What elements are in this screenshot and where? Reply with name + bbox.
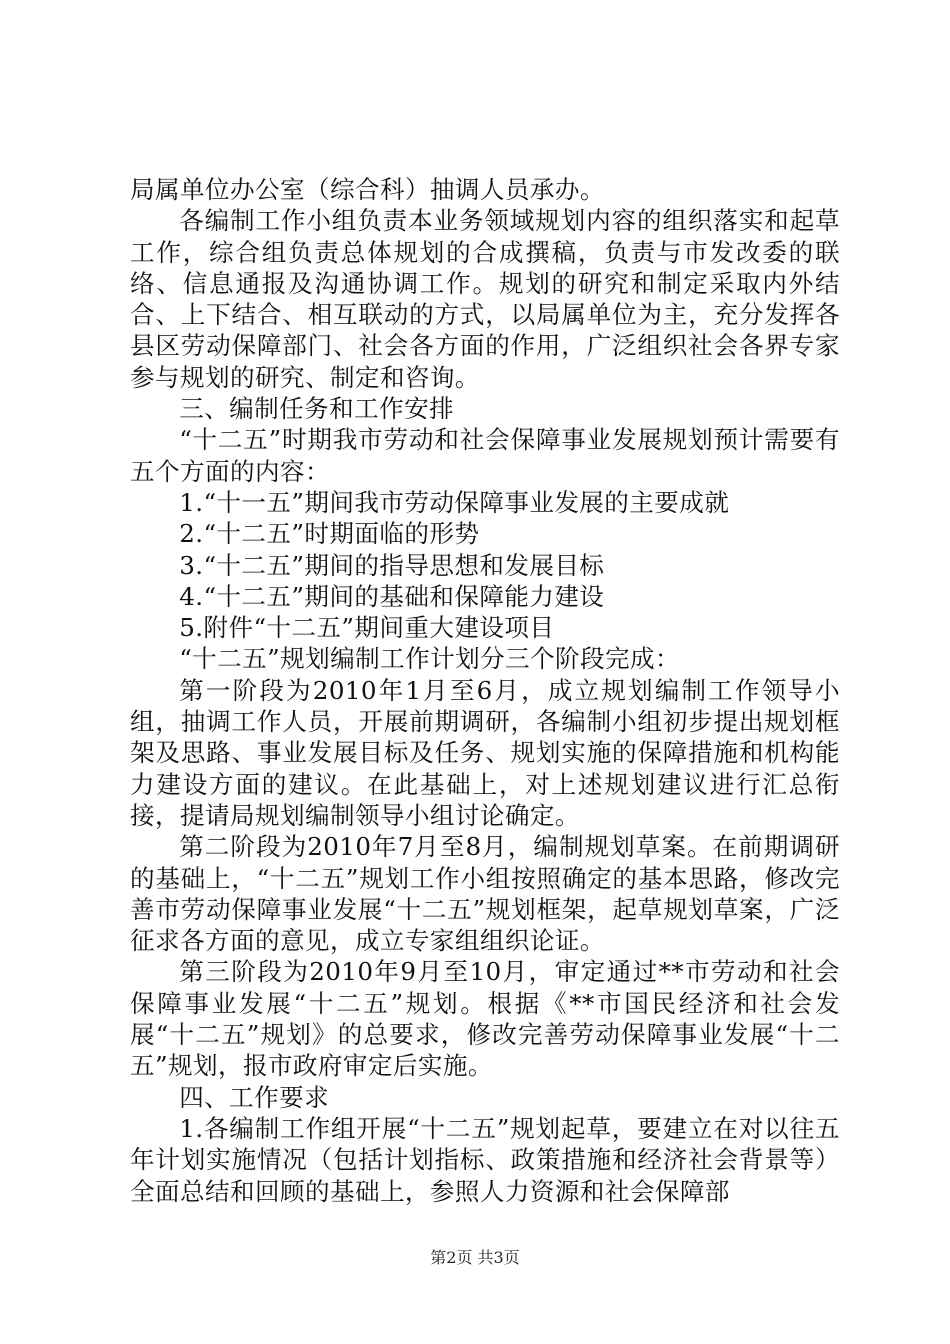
paragraph: 局属单位办公室（综合科）抽调人员承办。 (130, 175, 605, 204)
paragraph: 各编制工作小组负责本业务领域规划内容的组织落实和起草工作，综合组负责总体规划的合成撰稿，负责与市发改委的联络、信息通报及沟通协调工作。规划的研究和制定采取内外结合、上下结合、相互联动的方式，以局属单位为主，充分发挥各县区劳动保障部门、社会各方面的作用，广泛组织社会各界专家参与规划的研究、制定和咨询。 (130, 206, 840, 392)
page-number-footer: 第2页 共3页 (430, 1248, 520, 1267)
list-item: 3.“十二五”期间的指导思想和发展目标 (179, 550, 605, 580)
list-item: 4.“十二五”期间的基础和保障能力建设 (179, 581, 605, 611)
list-item: 1.“十一五”期间我市劳动保障事业发展的主要成就 (179, 487, 730, 517)
section-heading: 三、编制任务和工作安排 (179, 394, 455, 424)
list-item: 2.“十二五”时期面临的形势 (179, 519, 480, 549)
paragraph: “十二五”规划编制工作计划分三个阶段完成： (179, 644, 681, 674)
section-heading: 四、工作要求 (179, 1082, 330, 1112)
list-item: 5.附件“十二五”期间重大建设项目 (179, 613, 555, 643)
paragraph: “十二五”时期我市劳动和社会保障事业发展规划预计需要有五个方面的内容： (130, 425, 840, 486)
document-body (130, 174, 840, 1207)
paragraph: 第三阶段为2010年9月至10月，审定通过**市劳动和社会保障事业发展“十二五”规划。根据《**市国民经济和社会发展“十二五”规划》的总要求，修改完善劳动保障事业发展“十二五”规划，报市政府审定后实施。 (130, 957, 840, 1081)
paragraph: 第一阶段为2010年1月至6月，成立规划编制工作领导小组，抽调工作人员，开展前期调研，各编制小组初步提出规划框架及思路、事业发展目标及任务、规划实施的保障措施和机构能力建设方面的建议。在此基础上，对上述规划建议进行汇总衔接，提请局规划编制领导小组讨论确定。 (130, 675, 840, 830)
paragraph: 第二阶段为2010年7月至8月，编制规划草案。在前期调研的基础上，“十二五”规划工作小组按照确定的基本思路，修改完善市劳动保障事业发展“十二五”规划框架，起草规划草案，广泛征求各方面的意见，成立专家组组织论证。 (130, 832, 840, 956)
paragraph: 1.各编制工作组开展“十二五”规划起草，要建立在对以往五年计划实施情况（包括计划指标、政策措施和经济社会背景等）全面总结和回顾的基础上，参照人力资源和社会保障部 (130, 1113, 840, 1206)
